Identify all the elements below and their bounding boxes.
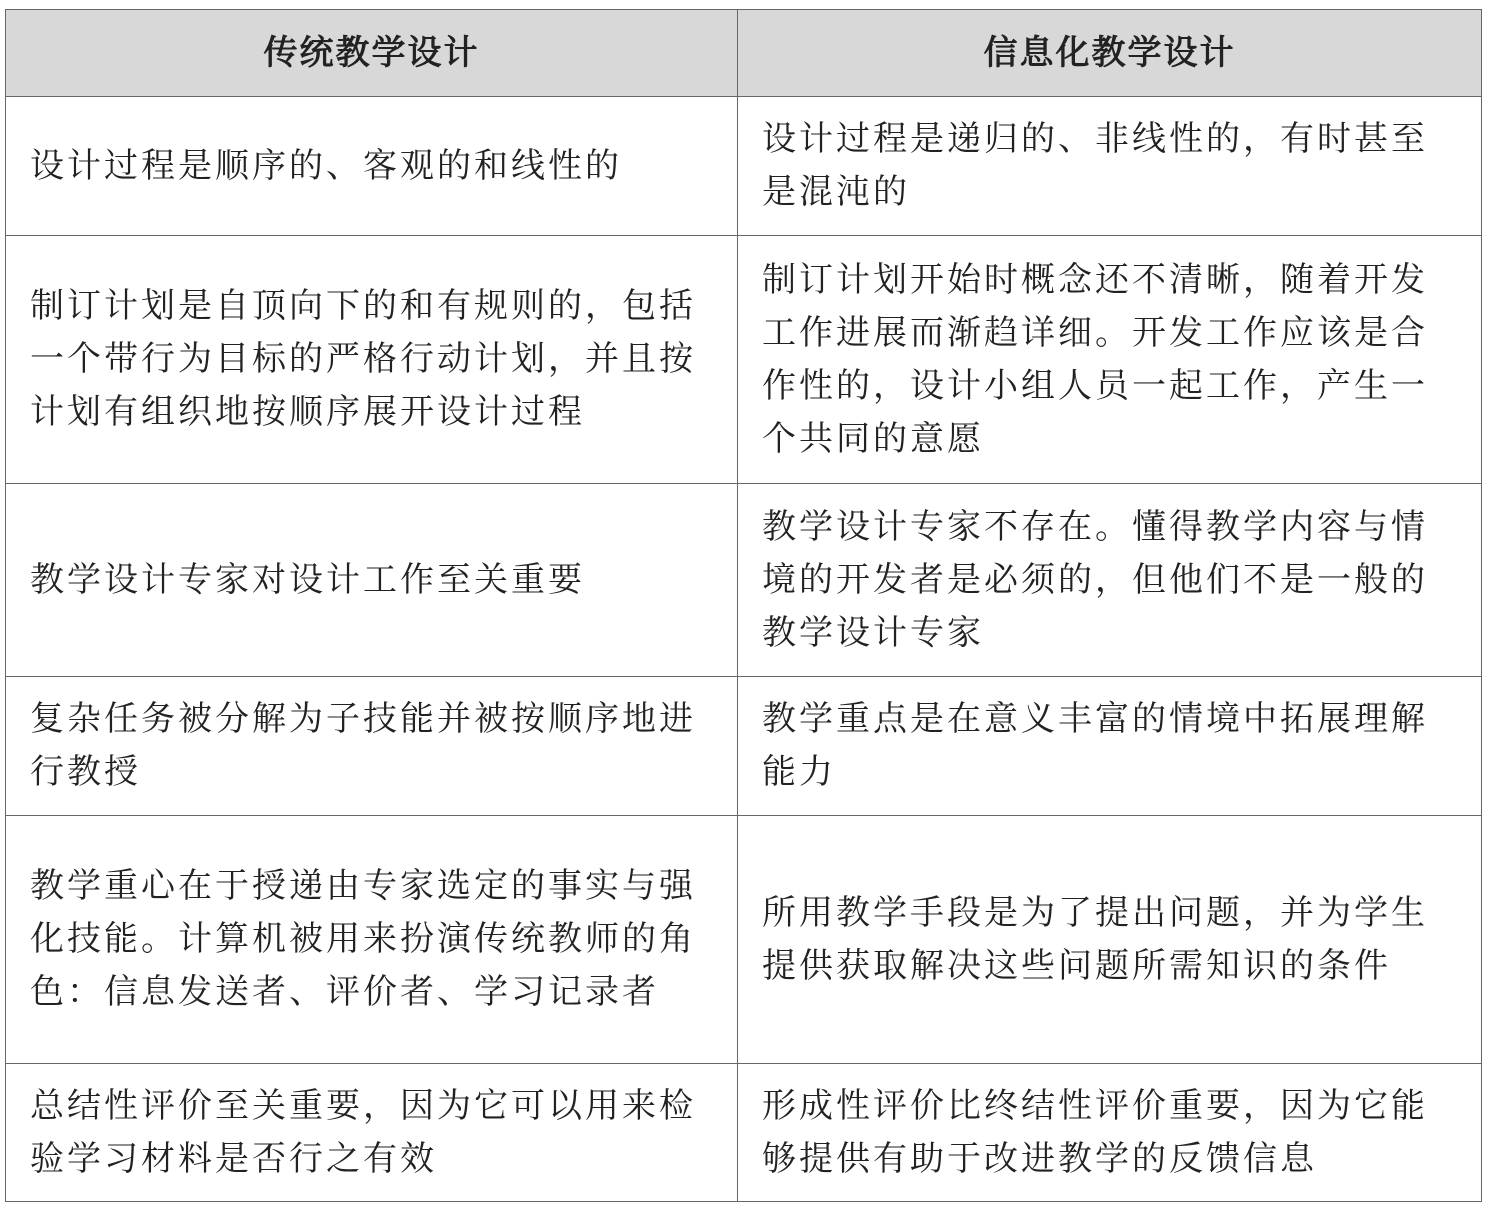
cell-informatized: 设计过程是递归的、非线性的，有时甚至是混沌的 [738, 97, 1482, 236]
header-informatized: 信息化教学设计 [738, 10, 1482, 97]
cell-informatized: 教学重点是在意义丰富的情境中拓展理解能力 [738, 677, 1482, 816]
table-row [6, 236, 1482, 484]
cell-informatized: 所用教学手段是为了提出问题，并为学生提供获取解决这些问题所需知识的条件 [738, 816, 1482, 1064]
cell-informatized: 制订计划开始时概念还不清晰，随着开发工作进展而渐趋详细。开发工作应该是合作性的，设计小组人员一起工作，产生一个共同的意愿 [738, 236, 1482, 484]
table-row [6, 816, 1482, 1064]
table-row [6, 1064, 1482, 1202]
table-row [6, 484, 1482, 677]
cell-traditional: 教学设计专家对设计工作至关重要 [6, 484, 738, 677]
table-row [6, 97, 1482, 236]
header-traditional: 传统教学设计 [6, 10, 738, 97]
table-row [6, 677, 1482, 816]
cell-traditional: 教学重心在于授递由专家选定的事实与强化技能。计算机被用来扮演传统教师的角色：信息发送者、评价者、学习记录者 [6, 816, 738, 1064]
cell-traditional: 设计过程是顺序的、客观的和线性的 [6, 97, 738, 236]
header-row [6, 10, 1482, 97]
comparison-table [5, 9, 1482, 1202]
cell-traditional: 制订计划是自顶向下的和有规则的，包括一个带行为目标的严格行动计划，并且按计划有组织地按顺序展开设计过程 [6, 236, 738, 484]
cell-informatized: 形成性评价比终结性评价重要，因为它能够提供有助于改进教学的反馈信息 [738, 1064, 1482, 1202]
cell-traditional: 复杂任务被分解为子技能并被按顺序地进行教授 [6, 677, 738, 816]
cell-traditional: 总结性评价至关重要，因为它可以用来检验学习材料是否行之有效 [6, 1064, 738, 1202]
cell-informatized: 教学设计专家不存在。懂得教学内容与情境的开发者是必须的，但他们不是一般的教学设计专家 [738, 484, 1482, 677]
